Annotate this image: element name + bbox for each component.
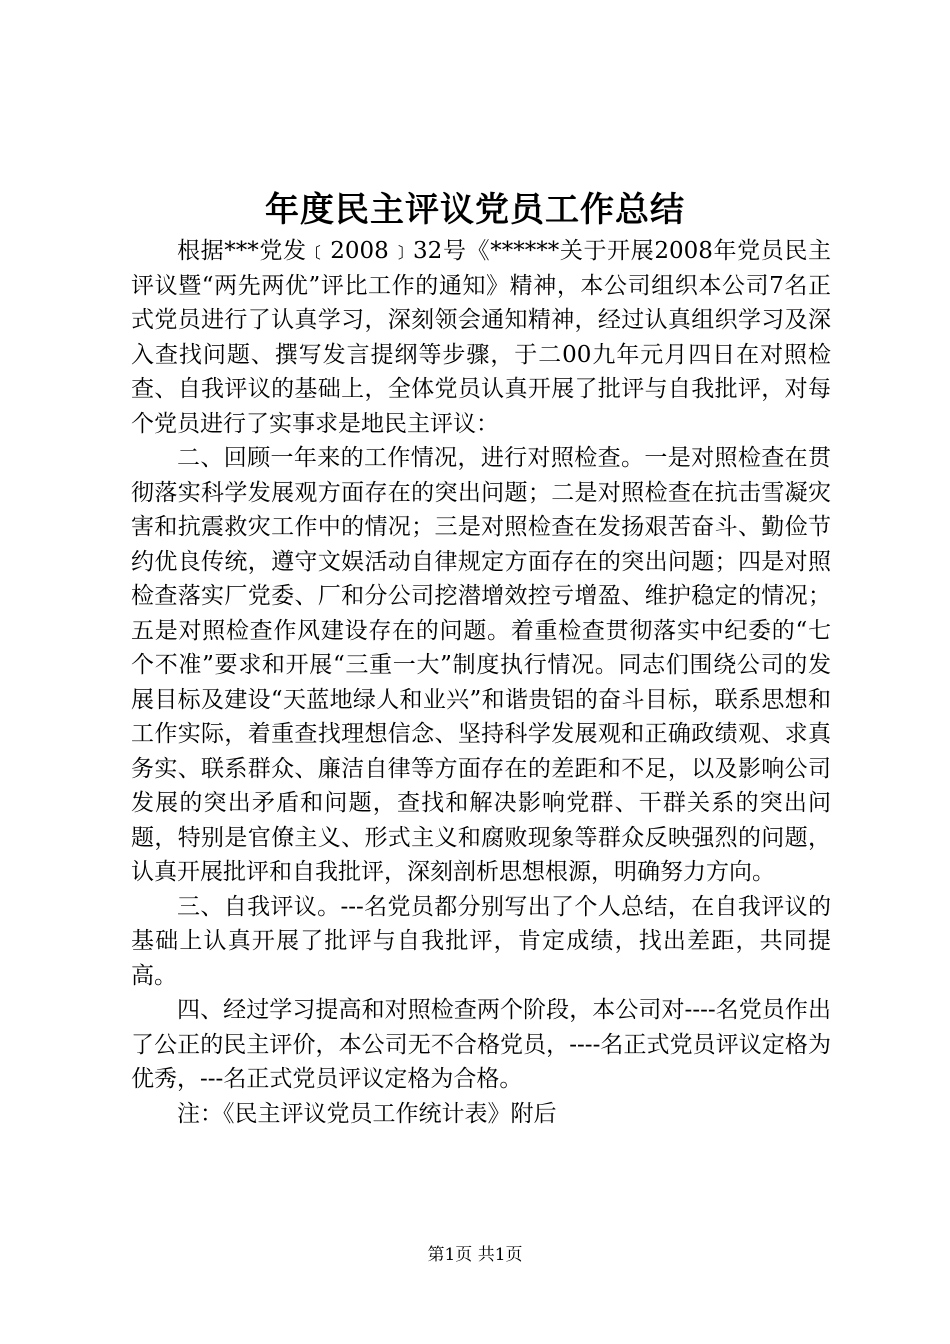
paragraph-evaluation-result: 四、经过学习提高和对照检查两个阶段，本公司对----名党员作出了公正的民主评价，本公司无不合格党员，----名正式党员评议定格为优秀，---名正式党员评议定格为合格。 bbox=[131, 997, 831, 1092]
paragraph-self-assessment: 三、自我评议。---名党员都分别写出了个人总结，在自我评议的基础上认真开展了批评与自我批评，肯定成绩，找出差距，共同提高。 bbox=[131, 893, 831, 989]
paragraph-intro: 根据***党发﹝2008﹞32号《******关于开展2008年党员民主评议暨“两先两优”评比工作的通知》精神，本公司组织本公司7名正式党员进行了认真学习，深刻领会通知精神，经过认真组织学习及深入查找问题、撰写发言提纲等步骤，于二00九年元月四日在对照检查、自我评议的基础上，全体党员认真开展了批评与自我批评，对每个党员进行了实事求是地民主评议： bbox=[131, 238, 831, 437]
document-title: 年度民主评议党员工作总结 bbox=[265, 190, 685, 230]
document-body bbox=[131, 234, 831, 1131]
paragraph-note: 注：《民主评议党员工作统计表》附后 bbox=[177, 1100, 557, 1127]
paragraph-review: 二、回顾一年来的工作情况，进行对照检查。一是对照检查在贯彻落实科学发展观方面存在的突出问题；二是对照检查在抗击雪凝灾害和抗震救灾工作中的情况；三是对照检查在发扬艰苦奋斗、勤俭节约优良传统，遵守文娱活动自律规定方面存在的突出问题；四是对照检查落实厂党委、厂和分公司挖潜增效控亏增盈、维护稳定的情况；五是对照检查作风建设存在的问题。着重检查贯彻落实中纪委的“七个不准”要求和开展“三重一大”制度执行情况。同志们围绕公司的发展目标及建设“天蓝地绿人和业兴”和谐贵铝的奋斗目标，联系思想和工作实际，着重查找理想信念、坚持科学发展观和正确政绩观、求真务实、联系群众、廉洁自律等方面存在的差距和不足，以及影响公司发展的突出矛盾和问题，查找和解决影响党群、干群关系的突出问题，特别是官僚主义、形式主义和腐败现象等群众反映强烈的问题，认真开展批评和自我批评，深刻剖析思想根源，明确努力方向。 bbox=[131, 445, 831, 885]
page-number-footer: 第1页 共1页 bbox=[427, 1245, 523, 1265]
